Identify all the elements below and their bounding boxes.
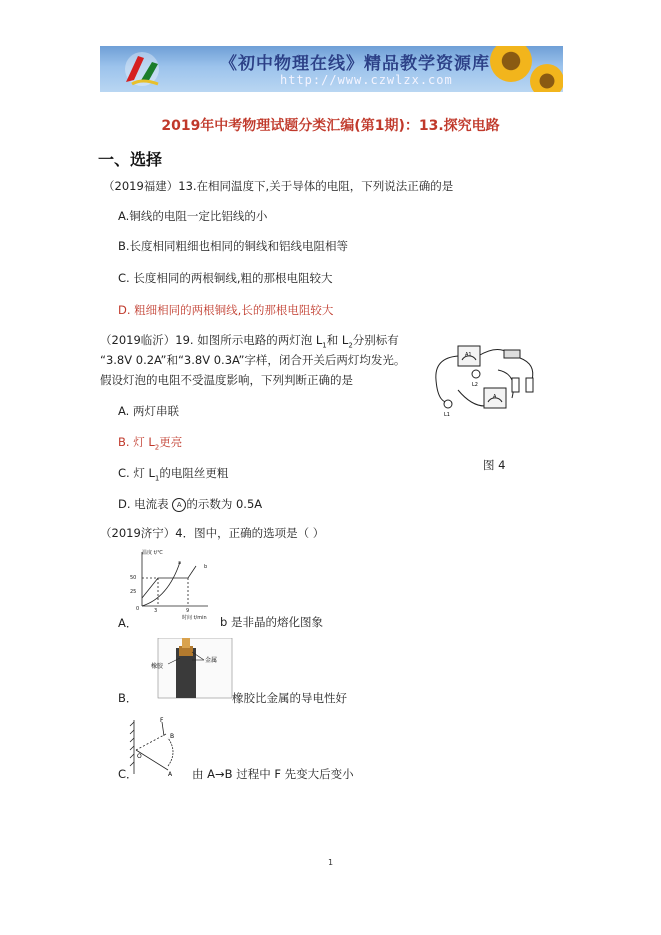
cable-label-rubber: 橡胶 bbox=[151, 663, 164, 670]
stem-text: 和 L bbox=[326, 333, 349, 347]
curve-label-a: a bbox=[178, 560, 182, 566]
ammeter-symbol-icon: A bbox=[172, 498, 186, 512]
battery-icon bbox=[512, 378, 519, 392]
battery-icon bbox=[526, 378, 533, 392]
question-3-option-c-text: 由 A→B 过程中 F 先变大后变小 bbox=[192, 767, 354, 781]
graph-ytick: 50 bbox=[130, 575, 137, 581]
cable-label-metal: 金属 bbox=[205, 657, 218, 664]
subscript: 2 bbox=[154, 443, 160, 452]
question-2-option-d bbox=[118, 496, 262, 512]
melting-graph bbox=[128, 548, 218, 620]
question-3-option-b-text: 橡胶比金属的导电性好 bbox=[232, 691, 347, 705]
question-2-option-b bbox=[118, 434, 182, 451]
graph-xtick: 9 bbox=[186, 608, 190, 614]
question-2-stem-line1 bbox=[100, 332, 399, 349]
lamp-l1-icon bbox=[444, 400, 452, 408]
graph-xtick: 3 bbox=[154, 608, 158, 614]
question-3-option-b-letter: B． bbox=[118, 691, 138, 705]
header-banner bbox=[100, 46, 563, 92]
lamp-label-l2: L2 bbox=[472, 382, 478, 388]
circuit-figure bbox=[428, 340, 546, 420]
question-1-option-c: C. 长度相同的两根铜线,粗的那根电阻较大 bbox=[118, 271, 333, 285]
question-3-option-a-text: b 是非晶的熔化图象 bbox=[220, 615, 323, 629]
lever-arm-b bbox=[136, 734, 166, 750]
switch-icon bbox=[504, 350, 520, 358]
force-arrow-icon bbox=[162, 722, 164, 736]
option-text: C. 灯 L bbox=[118, 466, 155, 480]
stem-text: 分别标有 bbox=[352, 333, 399, 347]
question-2-stem-line2: “3.8V 0.2A”和“3.8V 0.3A”字样，闭合开关后两灯均发光。 bbox=[100, 353, 406, 367]
meter-label-a: A bbox=[493, 394, 497, 400]
section-heading: 一、选择 bbox=[98, 150, 163, 169]
graph-ytick: 25 bbox=[130, 589, 137, 595]
subscript: 1 bbox=[322, 341, 327, 350]
question-2-option-a: A. 两灯串联 bbox=[118, 404, 179, 418]
question-1-stem: （2019福建）13.在相同温度下,关于导体的电阻，下列说法正确的是 bbox=[103, 179, 454, 193]
graph-origin: 0 bbox=[136, 606, 140, 612]
option-text: 的示数为 0.5A bbox=[186, 497, 263, 511]
question-3-option-c-letter: C． bbox=[118, 767, 138, 781]
graph-ylabel: 温度 t/℃ bbox=[142, 550, 163, 556]
question-1-option-b: B.长度相同粗细也相同的铜线和铝线电阻相等 bbox=[118, 239, 349, 253]
page-number: 1 bbox=[327, 858, 334, 867]
question-1-option-a: A.铜线的电阻一定比铝线的小 bbox=[118, 209, 268, 223]
force-label: F bbox=[160, 717, 164, 724]
curve-label-b: b bbox=[204, 564, 208, 570]
lamp-l2-icon bbox=[472, 370, 480, 378]
question-2-stem-line3: 假设灯泡的电阻不受温度影响，下列判断正确的是 bbox=[100, 373, 353, 387]
document-title: 2019年中考物理试题分类汇编(第1期)：13.探究电路 bbox=[161, 118, 500, 134]
cable-figure bbox=[150, 638, 244, 700]
site-logo-icon bbox=[118, 50, 166, 88]
option-text: 的电阻丝更粗 bbox=[159, 466, 229, 480]
sunflower-icon bbox=[490, 46, 532, 82]
option-text: B. 灯 L bbox=[118, 435, 155, 449]
question-3-stem: （2019济宁）4．图中，正确的选项是（ ） bbox=[100, 526, 325, 540]
option-text: D. 电流表 bbox=[118, 497, 169, 511]
sunflower-icon bbox=[530, 64, 563, 92]
figure-caption: 图 4 bbox=[483, 458, 506, 472]
question-1-option-d: D. 粗细相同的两根铜线,长的那根电阻较大 bbox=[118, 303, 334, 317]
option-text: 更亮 bbox=[159, 435, 183, 449]
curve-a bbox=[142, 562, 180, 606]
subscript: 1 bbox=[154, 474, 160, 483]
question-2-option-c bbox=[118, 465, 228, 482]
point-label-b: B bbox=[170, 733, 175, 740]
pivot-label: O bbox=[137, 753, 142, 760]
banner-url[interactable]: http://www.czwlzx.com bbox=[280, 73, 453, 87]
graph-xlabel: 时间 t/min bbox=[182, 615, 207, 620]
stem-text: （2019临沂）19. 如图所示电路的两灯泡 L bbox=[100, 333, 323, 347]
subscript: 2 bbox=[348, 341, 353, 350]
banner-title: 《初中物理在线》精品教学资源库 bbox=[220, 54, 490, 74]
meter-label-a1: A1 bbox=[465, 352, 472, 358]
point-label-a: A bbox=[168, 771, 173, 778]
question-3-option-a-letter: A． bbox=[118, 616, 138, 630]
lamp-label-l1: L1 bbox=[444, 412, 450, 418]
